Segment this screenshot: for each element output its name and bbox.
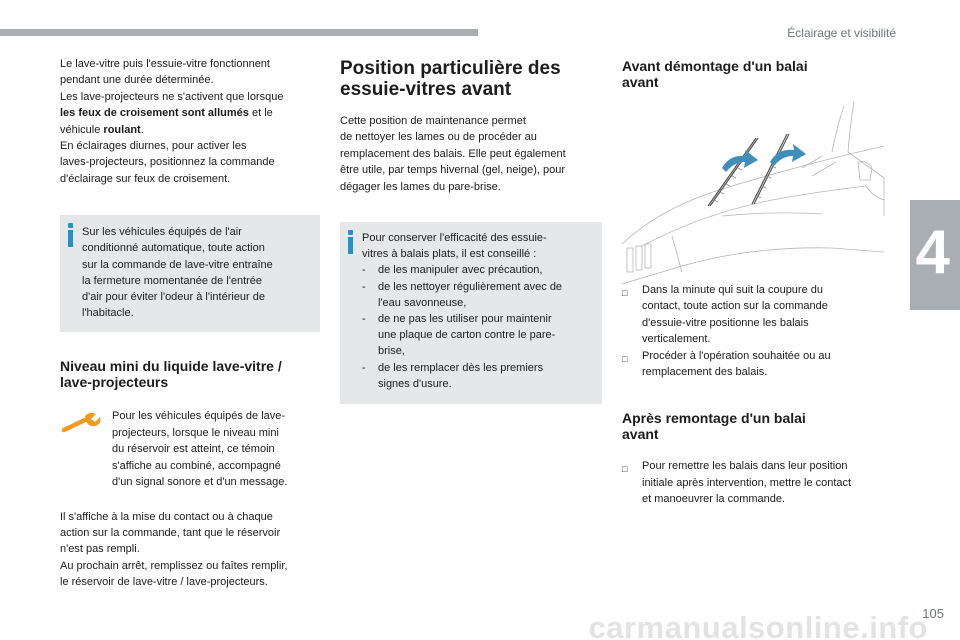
- intro-line: En éclairages diurnes, pour activer les: [60, 140, 247, 153]
- intro-line: pendant une durée déterminée.: [60, 74, 214, 87]
- wiper-illustration: [622, 96, 888, 286]
- warning-line: s'affiche au combiné, accompagné: [112, 459, 281, 472]
- list-item: - de les manipuler avec précaution,: [362, 262, 594, 278]
- info-line: d'air pour éviter l'odeur à l'intérieur de: [82, 291, 266, 304]
- body-line: de nettoyer les lames ou de procéder au: [340, 131, 537, 144]
- page-number: 105: [922, 606, 944, 621]
- info-line: la fermeture momentanée de l'entrée: [82, 274, 263, 287]
- watermark: carmanualsonline.info: [588, 610, 928, 640]
- heading-line: avant: [622, 426, 659, 443]
- footer-line: Au prochain arrêt, remplissez ou faîtes remplir,: [60, 559, 288, 572]
- list-item: - de les nettoyer régulièrement avec de l'eau savonneuse,: [362, 279, 594, 311]
- info-box: [340, 222, 602, 404]
- heading-line: lave-projecteurs: [60, 374, 169, 391]
- intro-line: laves-projecteurs, positionnez la commande: [60, 156, 275, 169]
- body-line: être utile, par temps hivernal (gel, neige), pour: [340, 164, 566, 177]
- info-icon: [346, 230, 355, 254]
- heading-before-removal: [622, 58, 886, 90]
- intro-line: Les lave-projecteurs ne s'activent que lorsque: [60, 90, 284, 103]
- info-line: conditionné automatique, toute action: [82, 242, 265, 255]
- footer-line: le réservoir de lave-vitre / lave-projecteurs.: [60, 576, 268, 589]
- section-title: Éclairage et visibilité: [787, 26, 896, 40]
- step-item: □ Pour remettre les balais dans leur position initiale après intervention, mettre le contact et manoeuvrer la commande.: [622, 460, 852, 506]
- heading-after-refit: [622, 410, 886, 442]
- heading-line: Position particulière des: [340, 58, 561, 79]
- text-fragment: et le: [248, 107, 273, 120]
- maintenance-paragraph: [340, 113, 602, 195]
- step-list: [622, 458, 886, 507]
- header-rule: [0, 29, 478, 36]
- checkbox-square-icon: □: [622, 353, 628, 364]
- bold-phrase: les feux de croisement sont allumés: [60, 107, 249, 120]
- column-left: [60, 56, 320, 591]
- body-line: Cette position de maintenance permet: [340, 115, 526, 127]
- rotate-arrow-right-icon: [770, 144, 806, 166]
- footer-line: n'est pas rempli.: [60, 543, 140, 556]
- info-icon: [66, 223, 75, 247]
- footer-line: action sur la commande, tant que le réservoir: [60, 526, 281, 539]
- info-box: [60, 215, 320, 332]
- intro-line: Le lave-vitre puis l'essuie-vitre fonctionnent: [60, 58, 270, 70]
- chapter-number: 4: [915, 218, 950, 287]
- body-line: dégager les lames du pare-brise.: [340, 180, 501, 193]
- steps-before: [622, 282, 886, 508]
- checkbox-square-icon: □: [622, 464, 628, 475]
- intro-line-bold: [60, 105, 320, 121]
- body-line: remplacement des balais. Elle peut également: [340, 147, 566, 160]
- warning-line: Pour les véhicules équipés de lave-: [112, 410, 286, 423]
- list-item: - de les remplacer dès les premiers signes d'usure.: [362, 360, 594, 392]
- heading-line: Avant démontage d'un balai: [622, 58, 808, 74]
- intro-line: d'éclairage sur feux de croisement.: [60, 172, 231, 185]
- heading-maintenance-position: [340, 58, 602, 100]
- heading-line: essuie-vitres avant: [340, 79, 512, 100]
- text-fragment: véhicule: [60, 123, 104, 136]
- list-item: - de ne pas les utiliser pour maintenir une plaque de carton contre le pare- brise,: [362, 311, 594, 360]
- checkbox-square-icon: □: [622, 288, 628, 298]
- advice-list: [362, 262, 594, 392]
- footer-paragraph: [60, 509, 320, 591]
- footer-line: Il s'affiche à la mise du contact ou à chaque: [60, 510, 273, 523]
- warning-line: du réservoir est atteint, ce témoin: [112, 443, 275, 456]
- text-fragment: .: [140, 123, 144, 136]
- step-list: [622, 282, 886, 380]
- info-line: l'habitacle.: [82, 307, 134, 320]
- bold-phrase: roulant: [103, 123, 141, 136]
- intro-line-bold: [60, 122, 320, 138]
- warning-line: projecteurs, lorsque le niveau mini: [112, 426, 279, 439]
- wrench-icon: [60, 412, 102, 434]
- warning-block: [60, 408, 320, 490]
- warning-line: d'un signal sonore et d'un message.: [112, 476, 288, 489]
- heading-washer-fluid: [60, 358, 320, 390]
- step-item: □ Dans la minute qui suit la coupure du contact, toute action sur la commande d'essuie-vitre positionne les balais verticalement.: [622, 284, 828, 346]
- info-line: Pour conserver l'efficacité des essuie-: [362, 232, 547, 245]
- info-line: vitres à balais plats, il est conseillé :: [362, 248, 537, 261]
- info-line: Sur les véhicules équipés de l'air: [82, 226, 242, 239]
- column-right: [622, 56, 886, 506]
- heading-line: Après remontage d'un balai: [622, 410, 806, 427]
- heading-line: avant: [622, 74, 659, 90]
- step-item: □ Procéder à l'opération souhaitée ou au remplacement des balais.: [622, 349, 831, 379]
- heading-line: Niveau mini du liquide lave-vitre /: [60, 358, 282, 375]
- column-middle: [340, 56, 602, 404]
- info-line: sur la commande de lave-vitre entraîne: [82, 258, 273, 271]
